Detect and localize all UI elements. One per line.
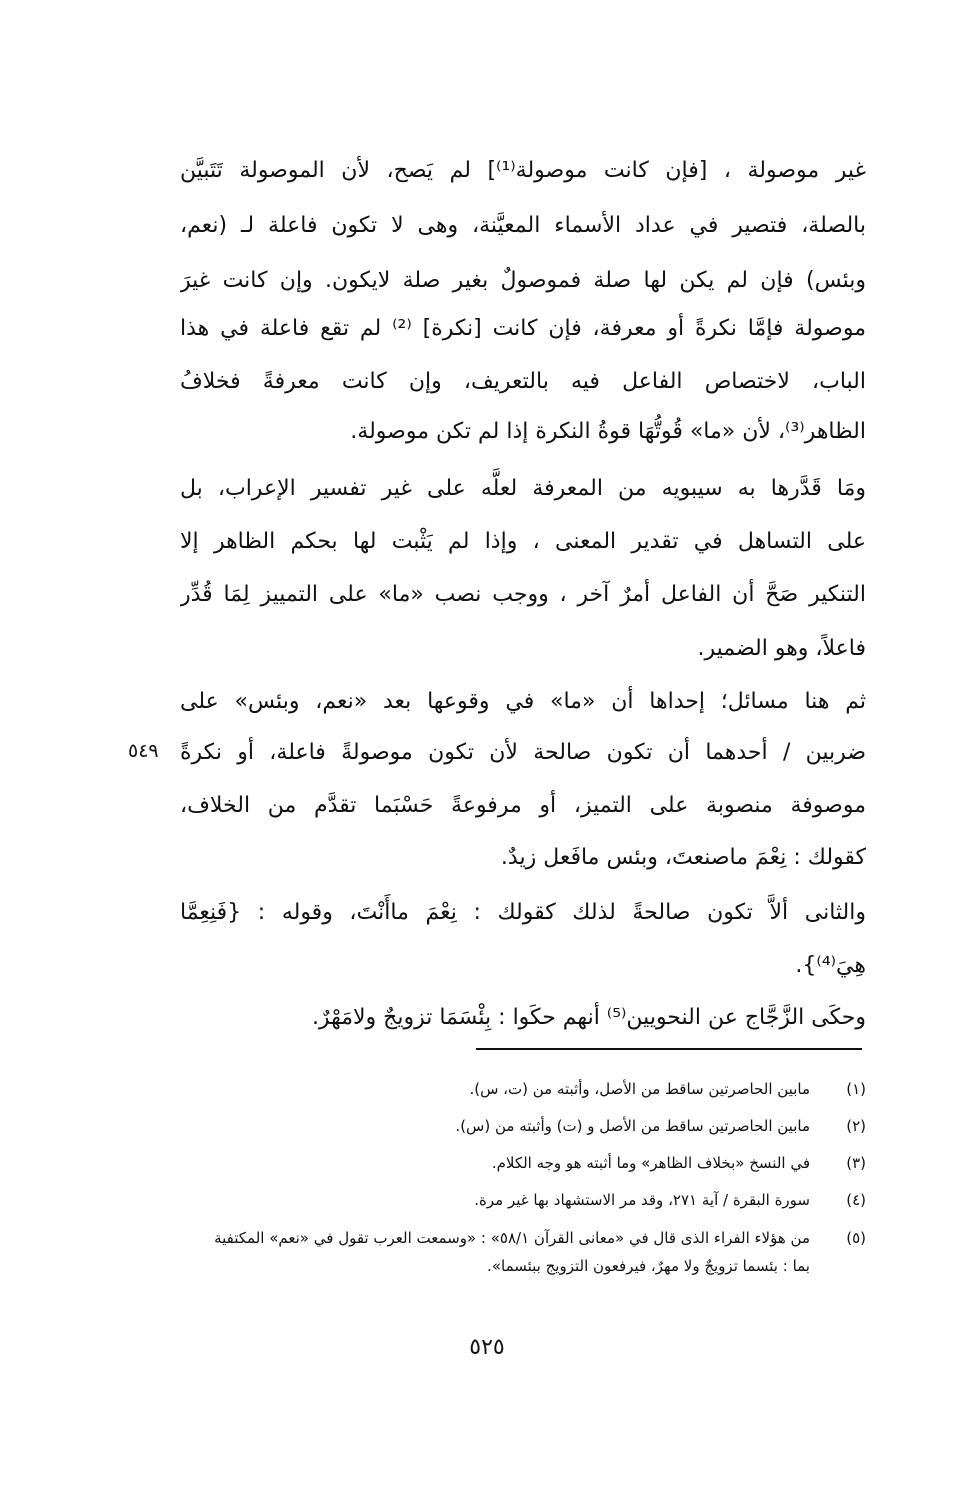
- footnote-separator: [476, 1048, 862, 1050]
- footnote: [146, 1186, 866, 1214]
- footnote: [146, 1224, 866, 1280]
- body-line: الباب، لاختصاص الفاعل فيه بالتعريف، وإن كانت معرفةً فخلافُ: [180, 369, 866, 394]
- body-line: بالصلة، فتصير في عداد الأسماء المعيَّنة، وهى لا تكون فاعلة لـ (نعم،: [180, 213, 866, 238]
- body-line: كقولك : نِعْمَ ماصنعتَ، وبئس مافَعل زيدٌ.: [500, 845, 866, 870]
- body-line: موصوفة منصوبة على التميز، أو مرفوعةً حَسْبَما تقدَّم من الخلاف،: [180, 793, 866, 818]
- footnote-number: (٤): [846, 1191, 866, 1209]
- footnote-text: في النسخ «بخلاف الظاهر» وما أثبته هو وجه الكلام.: [491, 1154, 810, 1172]
- body-line: وحكَى الزَّجَّاج عن النحويين⁽⁵⁾ أنهم حكَوا : بِئْسَمَا تزويجٌ ولامَهْرٌ.: [311, 1005, 866, 1030]
- page-number: ٥٢٥: [469, 1335, 505, 1360]
- footnote-text: مابين الحاصرتين ساقط من الأصل و (ت) وأثبته من (س).: [455, 1117, 810, 1135]
- footnote-number: (٢): [846, 1117, 866, 1135]
- body-line: والثانى ألاَّ تكون صالحةً لذلك كقولك : نِعْمَ ماأَنْتَ، وقوله : {فَنِعِمَّا: [180, 900, 866, 925]
- footnote-number: (١): [846, 1080, 866, 1098]
- footnote-number: (٣): [846, 1154, 866, 1172]
- footnote-number: (٥): [846, 1229, 866, 1247]
- body-line: وبئس) فإن لم يكن لها صلة فموصولٌ بغير صلة لايكون. وإن كانت غيرَ: [180, 268, 866, 293]
- body-line: غير موصولة ، [فإن كانت موصولة⁽¹⁾] لم يَصح، لأن الموصولة تَتَبيَّن: [180, 158, 866, 183]
- body-line: فاعلاً، وهو الضمير.: [697, 636, 866, 661]
- footnote: [146, 1112, 866, 1140]
- footnote-text: مابين الحاصرتين ساقط من الأصل، وأثبته من (ت، س).: [469, 1080, 810, 1098]
- body-line: ومَا قَدَّرها به سيبويه من المعرفة لعلَّه على غير تفسير الإعراب، بل: [180, 476, 866, 501]
- margin-page-reference: ٥٤٩: [128, 740, 159, 762]
- body-line: ثم هنا مسائل؛ إحداها أن «ما» في وقوعها بعد «نعم، وبئس» على: [180, 689, 866, 714]
- body-line: التنكير صَحَّ أن الفاعل أمرٌ آخر ، ووجب نصب «ما» على التمييز لِمَا قُدِّر: [180, 582, 866, 607]
- footnote-text: من هؤلاء الفراء الذى قال في «معانى القرآن ٥٨/١» : «وسمعت العرب تقول في «نعم» المكتفية: [214, 1229, 810, 1247]
- footnote-text: سورة البقرة / آية ٢٧١، وقد مر الاستشهاد بها غير مرة.: [474, 1191, 810, 1209]
- body-line: موصولة فإمَّا نكرةً أو معرفة، فإن كانت [نكرة] ⁽²⁾ لم تقع فاعلة في هذا: [180, 316, 866, 341]
- body-line: على التساهل في تقدير المعنى ، وإذا لم يَثْبت لها بحكم الظاهر إلا: [180, 529, 866, 554]
- body-line: هِيَ⁽⁴⁾}.: [795, 953, 866, 978]
- body-line: الظاهر⁽³⁾، لأن «ما» قُوتُّهَا قوةُ النكرة إذا لم تكن موصولة.: [350, 419, 866, 444]
- footnote-text-continued: بما : بئسما تزويجٌ ولا مهرٌ، فيرفعون التزويج ببئسما».: [487, 1257, 810, 1275]
- footnote: [146, 1075, 866, 1103]
- body-line: ضربين / أحدهما أن تكون صالحة لأن تكون موصولةً فاعلة، أو نكرةً: [180, 740, 866, 765]
- footnote: [146, 1149, 866, 1177]
